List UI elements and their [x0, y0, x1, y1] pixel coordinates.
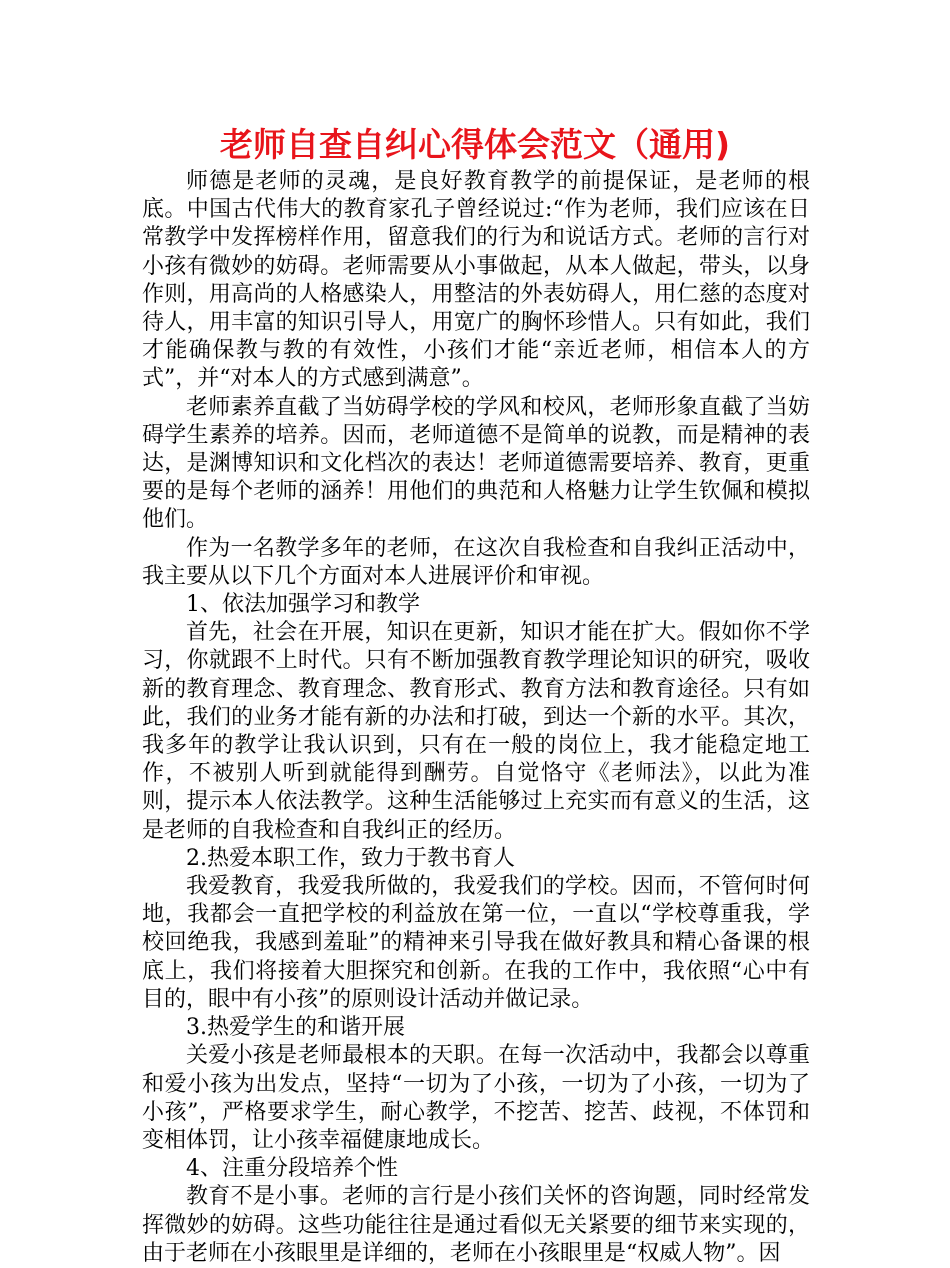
section-heading-4: 4、注重分段培养个性 — [186, 1156, 398, 1182]
document-title: 老师自查自纠心得体会范文（通用) — [219, 125, 731, 164]
section-heading-1: 1、依法加强学习和教学 — [186, 592, 420, 618]
section-heading-3: 3.热爱学生的和谐开展 — [186, 1015, 405, 1041]
section-heading-2: 2.热爱本职工作，致力于教书育人 — [186, 845, 515, 871]
document-body — [142, 168, 810, 1268]
paragraph-section-4: 教育不是小事。老师的言行是小孩们关怀的咨询题，同时经常发挥微妙的妨碍。这些功能往往是通过看似无关紧要的细节来实现的，由于老师在小孩眼里是详细的，老师在小孩眼里是“权威人物”。因 — [142, 1184, 810, 1266]
paragraph-teacher-quality: 老师素养直截了当妨碍学校的学风和校风，老师形象直截了当妨碍学生素养的培养。因而，老师道德不是简单的说教，而是精神的表达，是渊博知识和文化档次的表达！老师道德需要培养、教育，更重要的是每个老师的涵养！用他们的典范和人格魅力让学生钦佩和模拟他们。 — [142, 394, 810, 533]
paragraph-section-3: 关爱小孩是老师最根本的天职。在每一次活动中，我都会以尊重和爱小孩为出发点，坚持“一切为了小孩，一切为了小孩，一切为了小孩”，严格要求学生，耐心教学，不挖苦、挖苦、歧视，不体罚和变相体罚，让小孩幸福健康地成长。 — [142, 1043, 810, 1153]
paragraph-section-1: 首先，社会在开展，知识在更新，知识才能在扩大。假如你不学习，你就跟不上时代。只有不断加强教育教学理论知识的研究，吸收新的教育理念、教育理念、教育形式、教育方法和教育途径。只有如此，我们的业务才能有新的办法和打破，到达一个新的水平。其次，我多年的教学让我认识到，只有在一般的岗位上，我才能稳定地工作，不被别人听到就能得到酬劳。自觉恪守《老师法》，以此为准则，提示本人依法教学。这种生活能够过上充实而有意义的生活，这是老师的自我检查和自我纠正的经历。 — [142, 620, 810, 843]
paragraph-self-review: 作为一名教学多年的老师，在这次自我检查和自我纠正活动中，我主要从以下几个方面对本人进展评价和审视。 — [142, 535, 810, 589]
paragraph-section-2: 我爱教育，我爱我所做的，我爱我们的学校。因而，不管何时何地，我都会一直把学校的利益放在第一位，一直以“学校尊重我，学校回绝我，我感到羞耻”的精神来引导我在做好教具和精心备课的根底上，我们将接着大胆探究和创新。在我的工作中，我依照“心中有目的，眼中有小孩”的原则设计活动并做记录。 — [142, 874, 810, 1012]
paragraph-intro: 师德是老师的灵魂，是良好教育教学的前提保证，是老师的根底。中国古代伟大的教育家孔子曾经说过:“作为老师，我们应该在日常教学中发挥榜样作用，留意我们的行为和说话方式。老师的言行对小孩有微妙的妨碍。老师需要从小事做起，从本人做起，带头，以身作则，用高尚的人格感染人，用整洁的外表妨碍人，用仁慈的态度对待人，用丰富的知识引导人，用宽广的胸怀珍惜人。只有如此，我们才能确保教与教的有效性，小孩们才能“亲近老师，相信本人的方式”，并“对本人的方式感到满意”。 — [142, 169, 810, 392]
